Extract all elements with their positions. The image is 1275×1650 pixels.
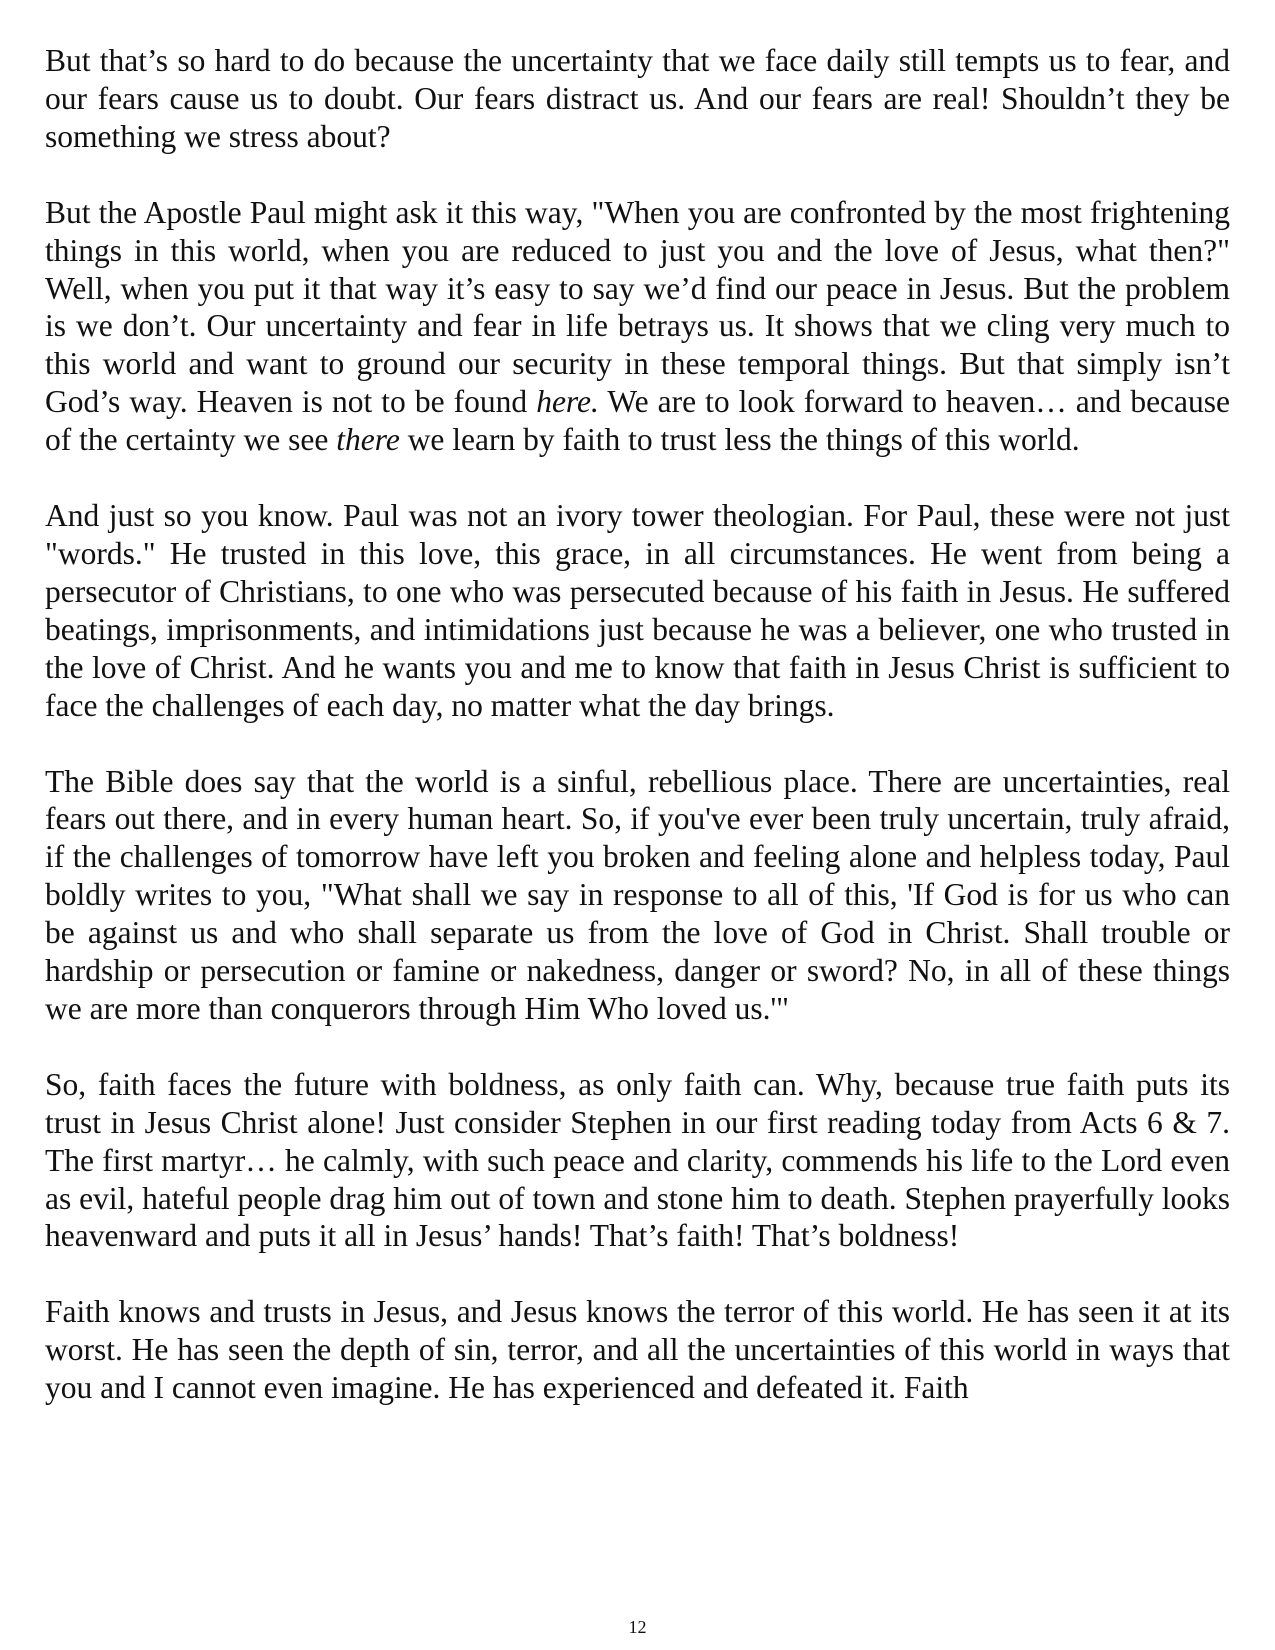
paragraph-1 (45, 42, 1230, 156)
paragraph-5-text: So, faith faces the future with boldness, as only faith can. Why, because true faith puts its trust in Jesus Christ alone! Just consider Stephen in our first reading today from Acts 6 & 7. The first martyr… he calmly, with such peace and clarity, commends his life to the Lord even as evil, hateful people drag him out of town and stone him to death. Stephen prayerfully looks heavenward and puts it all in Jesus’ hands! That’s faith! That’s boldness! (45, 1066, 1230, 1254)
paragraph-2-emphasis-there: there (336, 422, 400, 458)
paragraph-3-text: And just so you know. Paul was not an ivory tower theologian. For Paul, these were not just "words." He trusted in this love, this grace, in all circumstances. He went from being a persecutor of Christians, to one who was persecuted because of his faith in Jesus. He suffered beatings, imprisonments, and intimidations just because he was a believer, one who trusted in the love of Christ. And he wants you and me to know that faith in Jesus Christ is sufficient to face the challenges of each day, no matter what the day brings. (45, 498, 1230, 723)
paragraph-4 (45, 763, 1230, 1028)
paragraph-2 (45, 194, 1230, 459)
document-body (45, 42, 1230, 1407)
paragraph-2-text-b: We are to look forward to heaven… and because of the certainty we see (45, 384, 1230, 458)
paragraph-1-text: But that’s so hard to do because the uncertainty that we face daily still tempts us to fear, and our fears cause us to doubt. Our fears distract us. And our fears are real! Shouldn’t they be something we stress about? (45, 43, 1230, 154)
page-number: 12 (628, 1617, 647, 1637)
paragraph-2-text-a: But the Apostle Paul might ask it this way, "When you are confronted by the most frightening things in this world, when you are reduced to just you and the love of Jesus, what then?" Well, when you put it that way it’s easy to say we’d find our peace in Jesus. But the problem is we don’t. Our uncertainty and fear in life betrays us. It shows that we cling very much to this world and want to ground our security in these temporal things. But that simply isn’t God’s way. Heaven is not to be found (45, 194, 1230, 420)
paragraph-2-text-c: we learn by faith to trust less the things of this world. (399, 422, 1080, 458)
paragraph-2-emphasis-here: here. (536, 384, 599, 420)
paragraph-4-text: The Bible does say that the world is a sinful, rebellious place. There are uncertainties, real fears out there, and in every human heart. So, if you've ever been truly uncertain, truly afraid, if the challenges of tomorrow have left you broken and feeling alone and helpless today, Paul boldly writes to you, "What shall we say in response to all of this, 'If God is for us who can be against us and who shall separate us from the love of God in Christ. Shall trouble or hardship or persecution or famine or nakedness, danger or sword? No, in all of these things we are more than conquerors through Him Who loved us.'" (45, 763, 1230, 1026)
paragraph-6 (45, 1293, 1230, 1407)
paragraph-6-text: Faith knows and trusts in Jesus, and Jesus knows the terror of this world. He has seen it at its worst. He has seen the depth of sin, terror, and all the uncertainties of this world in ways that you and I cannot even imagine. He has experienced and defeated it. Faith (45, 1294, 1230, 1406)
paragraph-3 (45, 497, 1230, 724)
paragraph-5 (45, 1066, 1230, 1256)
